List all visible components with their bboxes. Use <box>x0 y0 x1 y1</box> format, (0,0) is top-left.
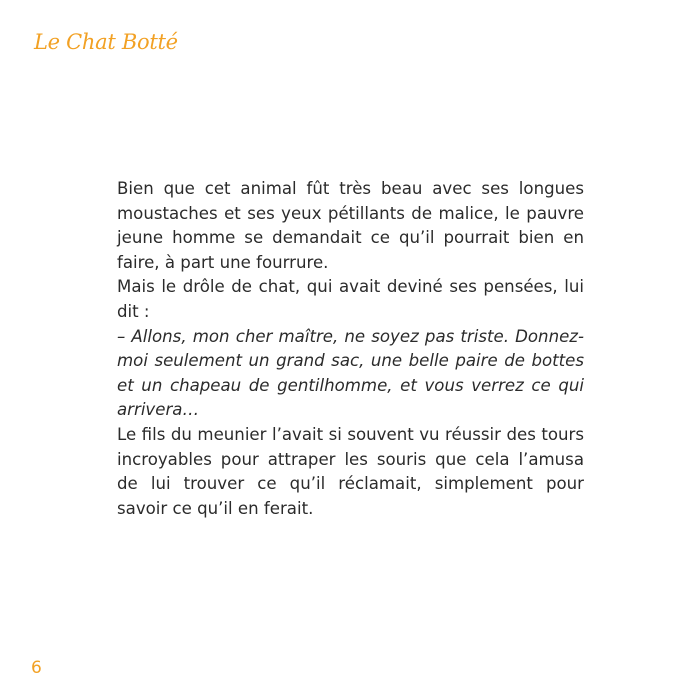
text-line: jeune homme se demandait ce qu’il pourrait bien en <box>117 228 584 248</box>
text-line: Mais le drôle de chat, qui avait deviné ses pensées, lui <box>117 277 584 297</box>
story-text <box>117 177 584 521</box>
text-line: incroyables pour attraper les souris que cela l’amusa <box>117 449 584 469</box>
running-title: Le Chat Botté <box>34 30 178 54</box>
text-line: faire, à part une fourrure. <box>117 252 329 272</box>
text-line: moustaches et ses yeux pétillants de malice, le pauvre <box>117 203 584 223</box>
dialogue-line: – Allons, mon cher maître, ne soyez pas triste. Donnez- <box>117 326 584 346</box>
dialogue-line: moi seulement un grand sac, une belle paire de bottes <box>117 351 584 371</box>
dialogue-line: et un chapeau de gentilhomme, et vous verrez ce qui <box>117 375 584 395</box>
text-line: Le fils du meunier l’avait si souvent vu réussir des tours <box>117 424 584 444</box>
dialogue-line: arrivera… <box>117 400 200 420</box>
text-line: de lui trouver ce qu’il réclamait, simplement pour <box>117 474 584 494</box>
text-line: dit : <box>117 301 150 321</box>
text-line: savoir ce qu’il en ferait. <box>117 498 314 518</box>
text-line: Bien que cet animal fût très beau avec ses longues <box>117 179 584 198</box>
page-number: 6 <box>31 658 42 678</box>
